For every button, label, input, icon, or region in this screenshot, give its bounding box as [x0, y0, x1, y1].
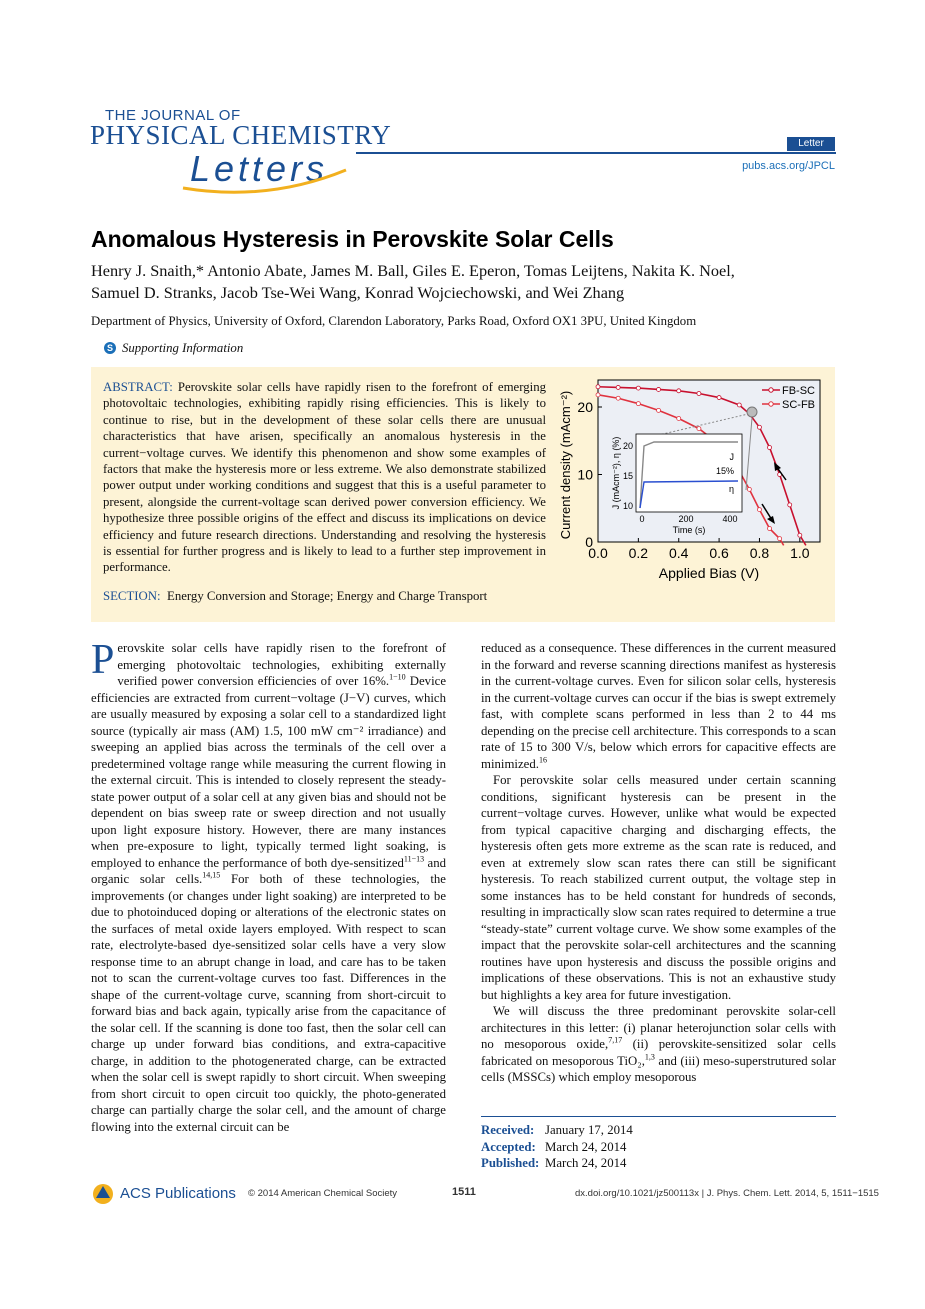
data-point — [737, 403, 741, 407]
x-tick-label: 0.2 — [628, 545, 649, 561]
inset-y-tick-label: 10 — [622, 501, 633, 511]
inset-y-tick-label: 20 — [622, 441, 633, 451]
dates-rule — [481, 1116, 836, 1117]
data-point — [657, 387, 661, 391]
data-point — [697, 392, 701, 396]
body-column-2 — [481, 640, 836, 1086]
col2-paragraph-3b: (ii) perovskite-sensitized solar cells fabricated on mesoporous TiO₂, — [481, 1037, 836, 1068]
inset-y-tick-label: 15 — [622, 471, 633, 481]
inset-label-J: J — [729, 452, 734, 462]
toc-graphic-chart — [556, 376, 834, 582]
col2-paragraph-3c: and (iii) meso-superstrutured solar cells (MSSCs) which employ mesoporous — [481, 1053, 836, 1084]
citation: 16 — [538, 755, 547, 765]
received-label: Received: — [481, 1123, 535, 1137]
data-point — [616, 396, 620, 400]
x-tick-label: 1.0 — [790, 545, 810, 561]
authors-line-1: Henry J. Snaith,* Antonio Abate, James M. Ball, Giles E. Eperon, Tomas Leijtens, Nakita K. Noel, — [91, 261, 735, 280]
citation: 7,17 — [608, 1035, 623, 1045]
x-tick-label: 0.6 — [709, 545, 729, 561]
legend-label: FB-SC — [782, 385, 815, 397]
author-list — [91, 260, 836, 304]
supporting-information-link[interactable] — [104, 341, 243, 356]
journal-name-line1: THE JOURNAL OF — [105, 107, 241, 124]
y-axis-label: Current density (mAcm⁻²) — [558, 390, 573, 540]
legend-label: SC-FB — [782, 399, 815, 411]
copyright: © 2014 American Chemical Society — [248, 1188, 398, 1199]
x-axis-label: Applied Bias (V) — [658, 565, 760, 581]
col2-paragraph-3a: We will discuss the three predominant perovskite solar-cell architectures in this letter: (i) planar heterojunction solar cells with no mesoporous oxide, — [481, 1004, 836, 1051]
authors-line-2: Samuel D. Stranks, Jacob Tse-Wei Wang, Konrad Wojciechowski, and Wei Zhang — [91, 283, 625, 302]
data-point — [677, 416, 681, 420]
header-rule — [356, 152, 836, 154]
acs-publications-logo[interactable]: ACS Publications — [120, 1185, 236, 1202]
data-point — [616, 385, 620, 389]
y-tick-label: 10 — [577, 466, 593, 483]
data-point — [636, 386, 640, 390]
y-tick-label: 20 — [577, 399, 593, 415]
citation: 11−13 — [403, 854, 425, 864]
abstract-label: ABSTRACT: — [103, 380, 173, 394]
accepted-label: Accepted: — [481, 1139, 536, 1154]
abstract-text — [103, 379, 546, 576]
data-point — [596, 393, 600, 397]
inset-y-axis-label: J (mAcm⁻²), η (%) — [611, 436, 621, 510]
inset-x-axis-label: Time (s) — [672, 525, 706, 535]
stabilized-point-marker — [747, 407, 757, 417]
section-line — [103, 589, 833, 604]
doi-citation[interactable]: dx.doi.org/10.1021/jz500113x | J. Phys. Chem. Lett. 2014, 5, 1511−1515 — [575, 1188, 879, 1199]
data-point — [747, 487, 751, 491]
data-point — [788, 503, 792, 507]
affiliation: Department of Physics, University of Oxford, Clarendon Laboratory, Parks Road, Oxford OX1 3PU, United Kingdom — [91, 314, 697, 328]
data-point — [798, 533, 802, 537]
col2-paragraph-1: reduced as a consequence. These differences in the current measured in the forward and reverse scanning directions manifest as hysteresis in the current-voltage curves. Even for silicon solar cells, hysteresis in the current-voltage curves can occur if the bias is swept extremely fast, with complete scans performed in less than 2 to 44 ms depending on the precise cell architecture. This corresponds to a scan rate of 15 to 300 V/s, below which errors for capacitive effects are minimized. — [481, 641, 836, 771]
received-date: January 17, 2014 — [545, 1123, 633, 1137]
data-point — [768, 446, 772, 450]
citation: 14,15 — [202, 870, 221, 880]
journal-url-link[interactable]: pubs.acs.org/JPCL — [742, 160, 835, 172]
col1-text-a: erovskite solar cells have rapidly risen to the forefront of emerging photovoltaic technologies, exhibiting externally verified power conversion efficiencies of over 16%. — [117, 641, 446, 688]
article-dates — [481, 1122, 633, 1172]
supporting-info-label: Supporting Information — [122, 341, 244, 355]
inset-x-tick-label: 0 — [639, 514, 645, 524]
journal-swoosh-icon — [178, 150, 358, 195]
body-column-1 — [91, 637, 447, 1135]
inset-label-eta: η — [728, 484, 734, 494]
published-label: Published: — [481, 1156, 540, 1170]
article-type-badge: Letter — [787, 137, 835, 151]
data-point — [636, 402, 640, 406]
x-tick-label: 0.4 — [668, 545, 689, 561]
drop-cap: P — [91, 637, 115, 683]
col2-paragraph-2: For perovskite solar cells measured under certain scanning conditions, significant hysteresis can be present in the current−voltage curves. However, unlike what would be expected from typical capacitive charging and discharging effects, the hysteresis often gets more extreme as the scan rate is reduced, and even at extremely slow scan rates there can still be significant hysteresis. To reach stabilized current output, the voltage step in some instances has to be held constant for hundreds of seconds, resulting in impractically slow scan rates required to determine a true “steady-state” current voltage curve. We show some examples of the impact that the perovskite solar-cell architectures and the scanning routines have upon hysteresis and discuss the possible origins and implications of these observations. This is not an exhaustive study but highlights a key area for future investigation. — [481, 773, 836, 1002]
data-point — [596, 385, 600, 389]
data-point — [657, 408, 661, 412]
data-point — [757, 425, 761, 429]
published-date: March 24, 2014 — [545, 1156, 627, 1170]
legend-marker — [769, 402, 773, 406]
x-tick-label: 0.0 — [588, 545, 608, 561]
citation: 1−10 — [389, 672, 406, 682]
col1-text-b: Device efficiencies are extracted from current−voltage (J−V) curves, which are usually measured by exposing a solar cell to a standardized light source (typically air mass (AM) 1.5, 100 mW cm⁻² irradiance) and sweeping an applied bias across the terminals of the cell over a predetermined voltage range while measuring the current flowing in the external circuit. This is intended to closely represent the steady-state power output of a solar cell at any given bias and should not be dependent on bias sweep rate or sweep direction and not usually upon light exposure history. However, there are many instances when pre-exposure to light, typically termed light soaking, is employed to enhance the performance of both dye-sensitized — [91, 674, 446, 870]
x-tick-label: 0.8 — [749, 545, 770, 561]
page-number: 1511 — [452, 1186, 476, 1198]
inset-label-eta-value: 15% — [715, 466, 734, 476]
supporting-info-icon: S — [104, 342, 116, 354]
data-point — [757, 508, 761, 512]
citation: 1,3 — [644, 1052, 655, 1062]
inset-x-tick-label: 200 — [678, 514, 694, 524]
section-label: SECTION: — [103, 589, 161, 603]
journal-name-line3: Letters — [190, 148, 329, 189]
accepted-date: March 24, 2014 — [545, 1139, 627, 1154]
abstract-body: Perovskite solar cells have rapidly risen to the forefront of emerging photovoltaic technologies, exhibiting rapidly rising efficiencies. This is likely to continue to rise, but in the development of these solar cells there are unusual characteristics that have arisen, specifically an anomalous hysteresis in the current−voltage curves. We identify this phenomenon and show some examples of factors that make the hysteresis more or less extreme. We also demonstrate stabilized power output under working conditions and suggest that this is a useful parameter to present, alongside the current-voltage scan derived power conversion efficiency. We hypothesize three possible origins of the effect and discuss its implications on device efficiency and future research directions. Understanding and resolving the hysteresis is essential for further progress and is likely to lead to a further step improvement in performance. — [103, 380, 546, 575]
data-point — [677, 389, 681, 393]
data-point — [768, 527, 772, 531]
section-text: Energy Conversion and Storage; Energy and Charge Transport — [167, 589, 488, 603]
data-point — [717, 396, 721, 400]
inset-x-tick-label: 400 — [722, 514, 738, 524]
col1-text-c: and organic solar cells. — [91, 855, 447, 886]
data-point — [778, 537, 782, 541]
col1-text-d: For both of these technologies, the improvements (or changes under light soaking) are interpreted to be due to photoinduced doping or alterations of the electronic states on the surfaces of metal oxide layers employed. With respect to scan rate, electrolyte-based dye-sensitized solar cells have a very slow response time to an abrupt change in load, and care has to be taken not to scan the current-voltage curves too fast. Differences in the shape of the current-voltage curve, scanning from short-circuit to forward bias and back again, typically arise from the capacitance of the solar cell. If the scanning is done too fast, then the solar cell can charge up under forward bias conditions, and extra-capacitive charge, in addition to the photogenerated charge, can be extracted when the solar cell is swept rapidly to short circuit. When sweeping from short circuit to open circuit too quickly, the photo-generated charge can partially charge the solar cell, and the amount of charge flowing into the external circuit can be — [91, 872, 446, 1134]
journal-name-line2: PHYSICAL CHEMISTRY — [90, 120, 392, 150]
y-tick-label: 0 — [585, 534, 593, 550]
article-title: Anomalous Hysteresis in Perovskite Solar Cells — [91, 226, 614, 252]
data-point — [697, 427, 701, 431]
acs-logo-icon — [91, 1182, 115, 1206]
legend-marker — [769, 388, 773, 392]
